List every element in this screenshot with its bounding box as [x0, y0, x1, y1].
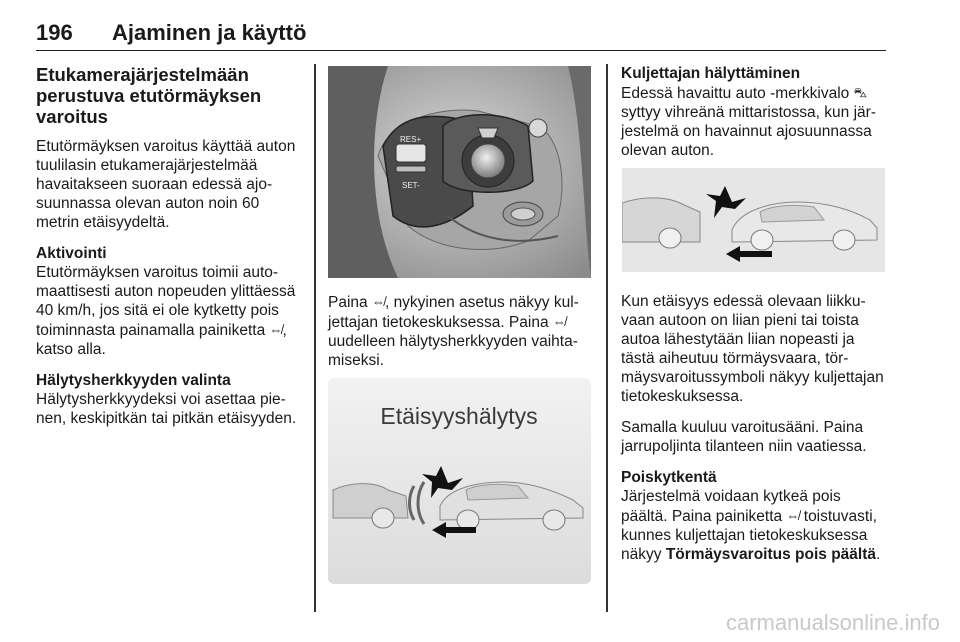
vehicle-ahead-icon: ⛍ — [853, 85, 868, 100]
column-3 — [621, 64, 889, 172]
set-label: SET- — [402, 181, 420, 190]
display-title: Etäisyyshälytys — [380, 403, 538, 429]
warning-paragraph: Kun etäisyys edessä olevaan liikkuvaan autoon on liian pieni tai toista autoa lähestytään liian nopeasti ja tästä aiheutuu törmäysvaara, törmäysvaroitussymboli näkyy kuljettajan tietokeskuksessa. — [621, 293, 884, 405]
steering-wheel-figure — [328, 66, 591, 278]
column-1 — [36, 64, 298, 440]
activation-heading: Aktivointi — [36, 245, 107, 262]
res-label: RES+ — [400, 135, 422, 144]
page-number: 196 — [36, 20, 73, 45]
column-3-lower — [621, 292, 889, 576]
deactivation-end: . — [876, 546, 881, 563]
activation-paragraph — [36, 263, 298, 359]
intro-paragraph: Etutörmäyksen varoitus käyttää auton tuulilasin etukamerajärjestelmää havaitakseen suoraan edessä ajosuunnassa olevan auton noin 60 metrin etäisyydeltä. — [36, 138, 296, 231]
steering-wheel-illustration — [328, 66, 591, 278]
deactivation-heading: Poiskytkentä — [621, 469, 717, 486]
column-divider-1 — [314, 64, 316, 612]
section-title: Etukamerajärjestelmään perustuva etutörmäyksen varoitus — [36, 64, 262, 127]
deactivation-text-part-1: Järjestelmä voidaan kytkeä pois päältä. Paina painiketta — [621, 488, 841, 525]
collision-alert-icon: ⇎ — [269, 322, 283, 337]
alert-paragraph — [621, 83, 889, 160]
caption-part-3: uudelleen hälytysherkkyyden vaihtamiseksi. — [328, 333, 578, 369]
activation-text-part-2: , katso alla. — [36, 322, 287, 358]
column-2-caption — [328, 292, 594, 382]
chapter-title: Ajaminen ja käyttö — [112, 20, 307, 45]
distance-alert-display — [328, 378, 591, 584]
deactivation-message: Törmäysvaroitus pois päältä — [665, 546, 876, 563]
deactivation-paragraph — [621, 487, 889, 564]
collision-alert-icon: ⇎ — [552, 314, 566, 329]
page-header — [36, 16, 886, 51]
collision-warning-figure — [622, 168, 885, 272]
column-divider-2 — [606, 64, 608, 612]
display-figure — [328, 378, 591, 584]
collision-alert-icon: ⇎ — [786, 508, 800, 523]
alert-text-part-1: Edessä havaittu auto -merkkivalo — [621, 85, 854, 102]
alert-heading: Kuljettajan hälyttäminen — [621, 65, 801, 82]
alert-text-part-2: syttyy vihreänä mittaristossa, kun järjestelmä on havainnut ajosuunnassa olevan auton. — [621, 104, 876, 159]
deactivation-text-part-2: toistuvasti, kunnes kuljettajan tietokeskuksessa näkyy — [621, 508, 877, 563]
watermark: carmanualsonline.info — [725, 610, 940, 635]
caption-paragraph — [328, 292, 594, 370]
caption-part-2: , nykyinen asetus näkyy kuljettajan tietokeskuksessa. Paina — [328, 294, 579, 331]
caption-part-1: Paina — [328, 294, 372, 311]
activation-text-part-1: Etutörmäyksen varoitus toimii automaattisesti auton nopeuden ylittäessä 40 km/h, jos sitä ei ole kytketty pois toiminnasta painamalla painiketta — [36, 264, 296, 339]
collision-alert-icon: ⇎ — [371, 294, 385, 309]
sensitivity-heading: Hälytysherkkyyden valinta — [36, 372, 231, 389]
collision-warning-illustration — [622, 168, 885, 272]
sensitivity-paragraph: Hälytysherkkyydeksi voi asettaa pienen, keskipitkän tai pitkän etäisyyden. — [36, 391, 297, 427]
sound-paragraph: Samalla kuuluu varoitusääni. Paina jarrupoljinta tilanteen niin vaatiessa. — [621, 419, 867, 455]
